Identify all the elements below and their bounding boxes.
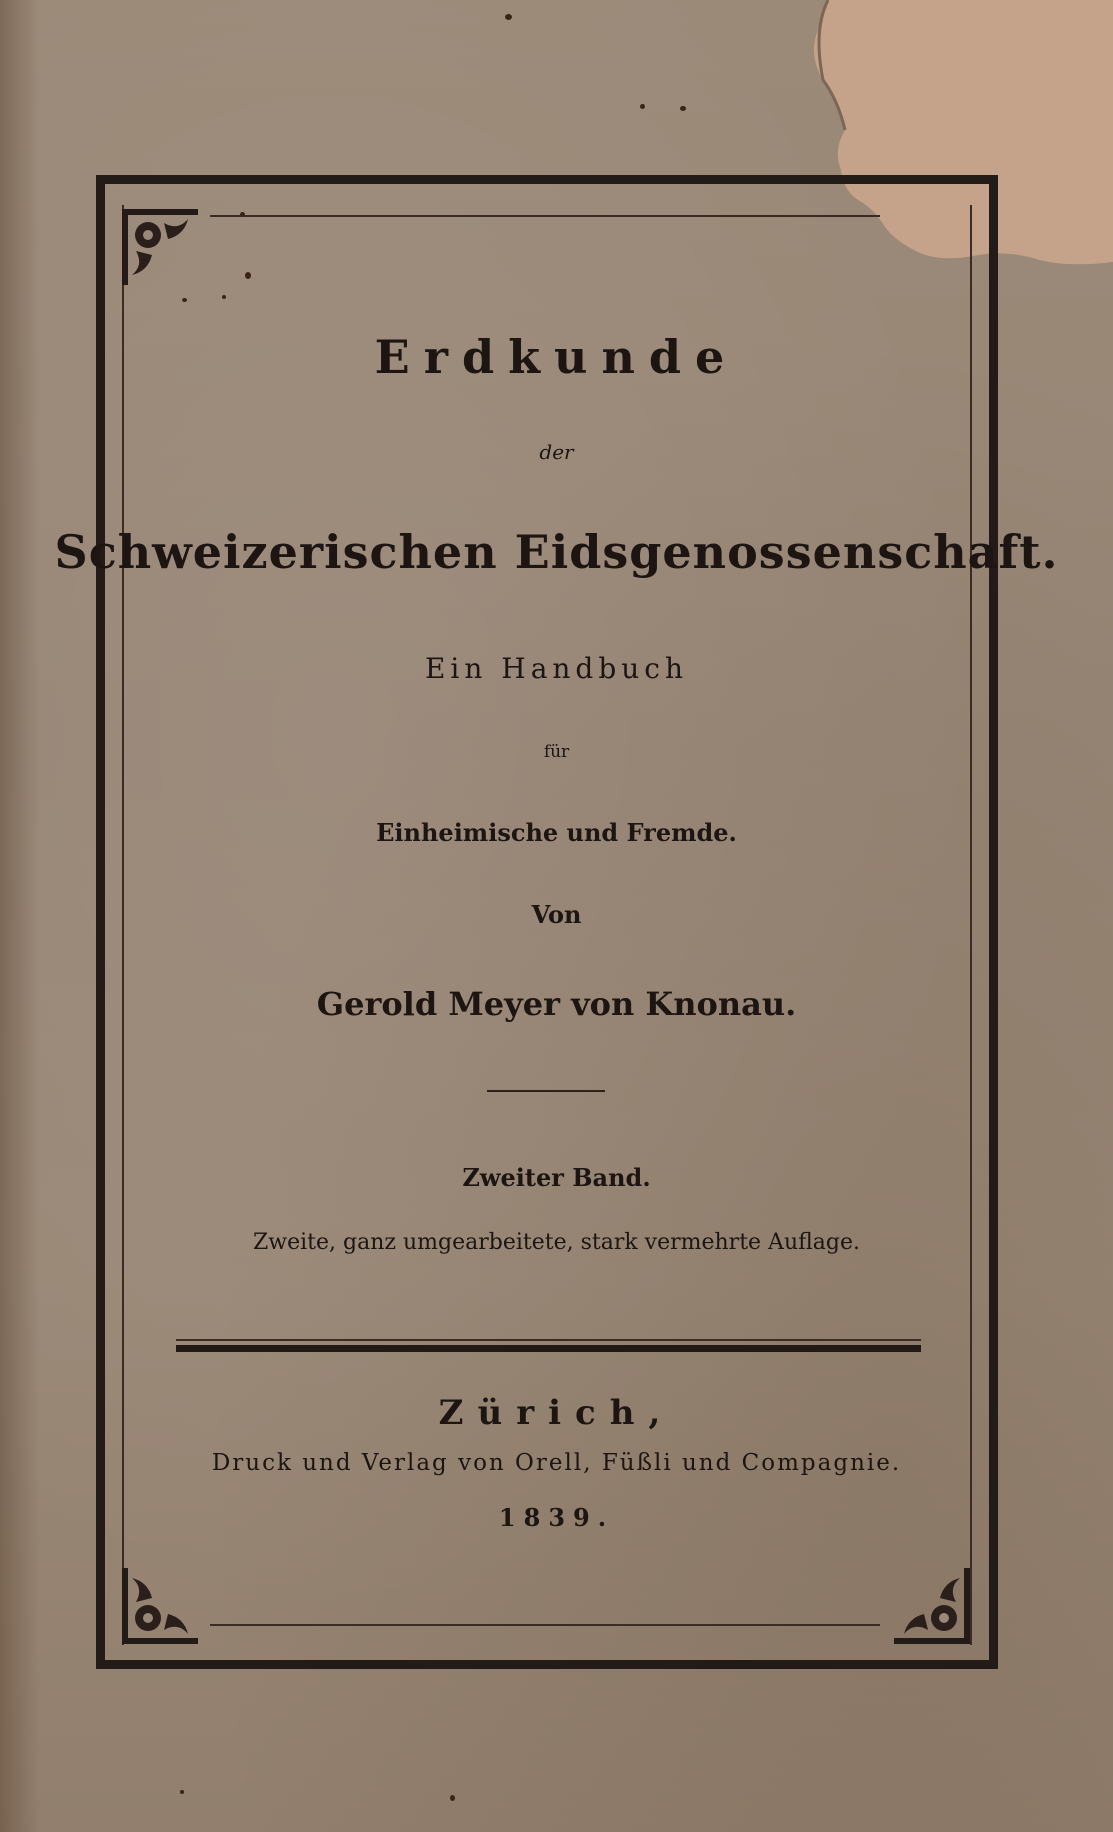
imprint-year: 1839. <box>498 1503 615 1532</box>
inner-rule-top <box>210 215 880 217</box>
short-divider <box>487 1090 605 1092</box>
imprint-rule-thick <box>176 1345 921 1352</box>
edition-statement: Zweite, ganz umgearbeitete, stark vermehrte Auflage. <box>253 1230 860 1255</box>
imprint-rule-thin <box>176 1339 921 1341</box>
title-connector: der <box>539 440 574 464</box>
volume-label: Zweiter Band. <box>462 1163 651 1192</box>
foxing-speck <box>222 295 226 299</box>
foxing-speck <box>180 1790 184 1794</box>
book-title-subject: Schweizerischen Eidsgenossenschaft. <box>54 525 1059 579</box>
foxing-speck <box>245 272 251 279</box>
foxing-speck <box>680 106 686 111</box>
audience-line: Einheimische und Fremde. <box>376 818 737 847</box>
corner-ornament-top-left <box>118 205 202 289</box>
inner-rule-bottom <box>210 1624 880 1626</box>
foxing-speck <box>182 298 187 302</box>
foxing-speck <box>505 14 512 20</box>
book-subtitle: Ein Handbuch <box>424 652 689 685</box>
byline-prefix: Von <box>531 900 582 929</box>
book-title: Erdkunde <box>374 330 739 384</box>
author-name: Gerold Meyer von Knonau. <box>316 985 797 1023</box>
foxing-speck <box>640 104 645 109</box>
foxing-speck <box>450 1795 455 1801</box>
corner-ornament-bottom-right <box>890 1564 974 1648</box>
imprint-publisher: Druck und Verlag von Orell, Füßli und Compagnie. <box>211 1450 902 1476</box>
corner-ornament-bottom-left <box>118 1564 202 1648</box>
foxing-speck <box>240 212 245 217</box>
subtitle-for: für <box>543 742 570 762</box>
imprint-city: Zürich, <box>438 1393 675 1433</box>
